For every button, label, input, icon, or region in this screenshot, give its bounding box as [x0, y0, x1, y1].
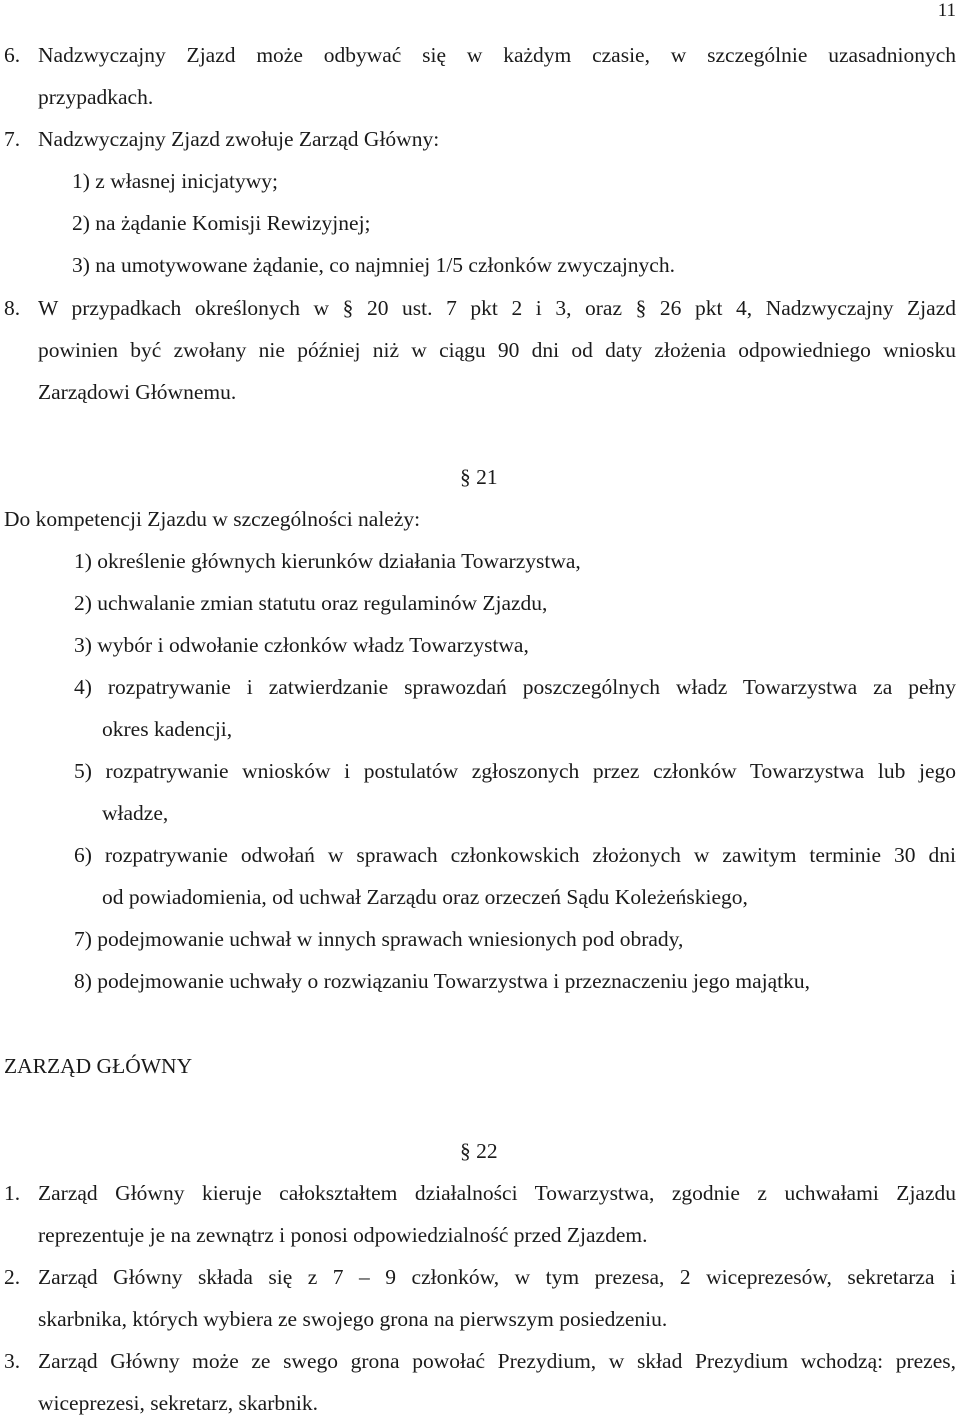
item-7-subitem-2: 2) na żądanie Komisji Rewizyjnej;	[72, 211, 371, 235]
item-6-line-1: Nadzwyczajny Zjazd może odbywać się w każdym czasie, w szczególnie uzasadnionych	[38, 43, 956, 67]
item-8-line-3: Zarządowi Głównemu.	[38, 380, 237, 404]
section-21-item-4-cont: okres kadencji,	[102, 717, 233, 741]
section-21-heading: § 21	[460, 465, 498, 489]
section-21-item-5: 5) rozpatrywanie wniosków i postulatów zgłoszonych przez członków Towarzystwa lub jego	[74, 759, 956, 783]
section-22-item-2-line-1: Zarząd Główny składa się z 7 – 9 członków, w tym prezesa, 2 wiceprezesów, sekretarza i	[38, 1265, 956, 1289]
section-22-item-3-number: 3.	[4, 1349, 21, 1373]
item-8-line-2: powinien być zwołany nie później niż w ciągu 90 dni od daty złożenia odpowiedniego wniosku	[38, 338, 956, 362]
page-number: 11	[937, 0, 956, 21]
item-7-number: 7.	[4, 127, 21, 151]
section-21-item-8: 8) podejmowanie uchwały o rozwiązaniu Towarzystwa i przeznaczeniu jego majątku,	[74, 969, 810, 993]
item-6-line-2: przypadkach.	[38, 85, 154, 109]
section-22-item-3-line-1: Zarząd Główny może ze swego grona powołać Prezydium, w skład Prezydium wchodzą: prezes,	[38, 1349, 956, 1373]
section-22-item-1-number: 1.	[4, 1181, 21, 1205]
item-6-number: 6.	[4, 43, 21, 67]
section-21-item-2: 2) uchwalanie zmian statutu oraz regulaminów Zjazdu,	[74, 591, 548, 615]
section-22-item-2-number: 2.	[4, 1265, 21, 1289]
item-7-subitem-3: 3) na umotywowane żądanie, co najmniej 1/5 członków zwyczajnych.	[72, 253, 675, 277]
section-22-item-1-line-1: Zarząd Główny kieruje całokształtem działalności Towarzystwa, zgodnie z uchwałami Zjazdu	[38, 1181, 956, 1205]
section-22-item-1-line-2: reprezentuje je na zewnątrz i ponosi odpowiedzialność przed Zjazdem.	[38, 1223, 648, 1247]
section-22-item-3-line-2: wiceprezesi, sekretarz, skarbnik.	[38, 1391, 318, 1415]
section-22-heading: § 22	[460, 1139, 498, 1163]
section-21-item-5-cont: władze,	[102, 801, 169, 825]
chapter-heading: ZARZĄD GŁÓWNY	[4, 1054, 193, 1078]
item-7-subitem-1: 1) z własnej inicjatywy;	[72, 169, 278, 193]
section-21-item-3: 3) wybór i odwołanie członków władz Towarzystwa,	[74, 633, 529, 657]
item-8-line-1: W przypadkach określonych w § 20 ust. 7 pkt 2 i 3, oraz § 26 pkt 4, Nadzwyczajny Zjazd	[38, 296, 956, 320]
section-21-item-7: 7) podejmowanie uchwał w innych sprawach wniesionych pod obrady,	[74, 927, 684, 951]
item-8-number: 8.	[4, 296, 21, 320]
section-22-item-2-line-2: skarbnika, których wybiera ze swojego grona na pierwszym posiedzeniu.	[38, 1307, 668, 1331]
section-21-item-1: 1) określenie głównych kierunków działania Towarzystwa,	[74, 549, 581, 573]
item-7-text: Nadzwyczajny Zjazd zwołuje Zarząd Główny:	[38, 127, 440, 151]
section-21-item-6: 6) rozpatrywanie odwołań w sprawach członkowskich złożonych w zawitym terminie 30 dni	[74, 843, 956, 867]
section-21-item-6-cont: od powiadomienia, od uchwał Zarządu oraz orzeczeń Sądu Koleżeńskiego,	[102, 885, 748, 909]
section-21-item-4: 4) rozpatrywanie i zatwierdzanie sprawozdań poszczególnych władz Towarzystwa za pełny	[74, 675, 956, 699]
section-21-intro: Do kompetencji Zjazdu w szczególności należy:	[4, 507, 421, 531]
